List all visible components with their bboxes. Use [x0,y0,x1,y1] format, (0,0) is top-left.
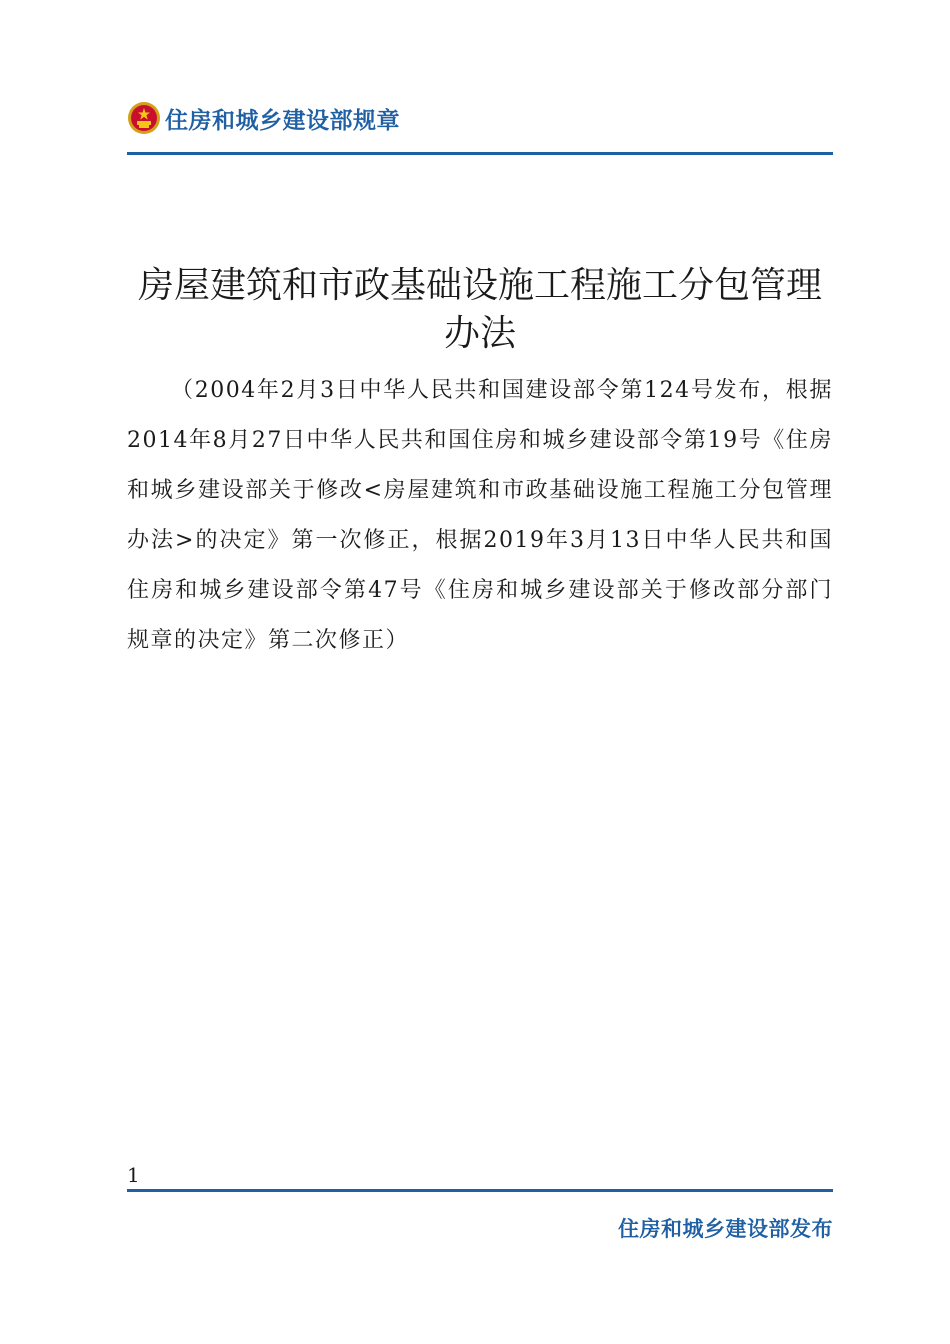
footer-divider [127,1189,833,1192]
document-title: 房屋建筑和市政基础设施工程施工分包管理办法 [137,265,822,354]
document-promulgation-note: （2004年2月3日中华人民共和国建设部令第124号发布，根据2014年8月27日中华人民共和国住房和城乡建设部令第19号《住房和城乡建设部关于修改<房屋建筑和市政基础设施工程施工分包管理办法>的决定》第一次修正，根据2019年3月13日中华人民共和国住房和城乡建设部令第47号《住房和城乡建设部关于修改部分部门规章的决定》第二次修正） [127,378,833,653]
header-title: 住房和城乡建设部规章 [165,107,400,134]
footer-publisher: 住房和城乡建设部发布 [618,1217,833,1241]
header-divider [127,152,833,155]
national-emblem-icon [127,101,161,135]
page-header [127,98,400,138]
page-number: 1 [127,1163,140,1187]
